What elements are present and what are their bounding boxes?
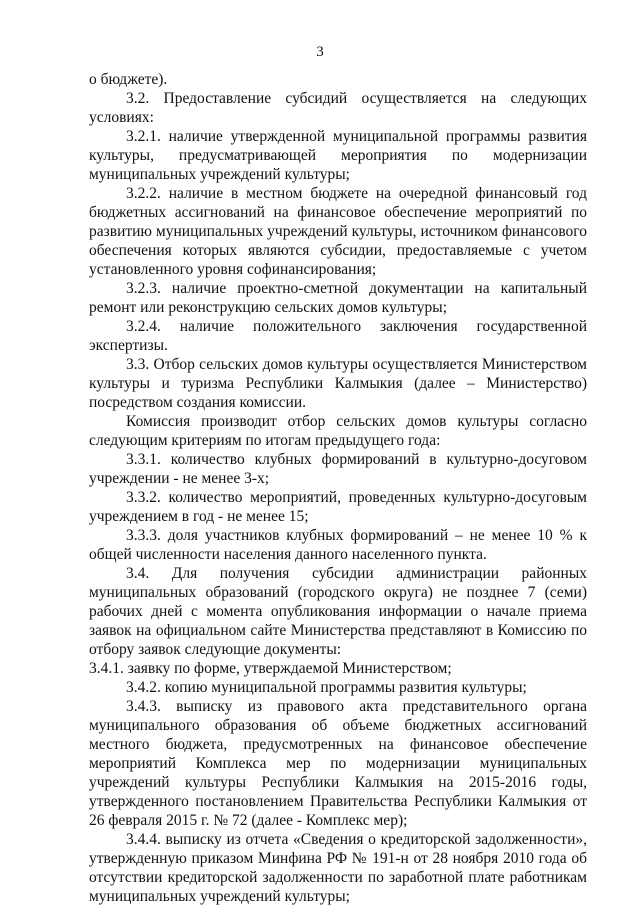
paragraph: 3.2.4. наличие положительного заключения государственной экспертизы. bbox=[89, 318, 587, 354]
body-text bbox=[89, 70, 587, 906]
paragraph: 3.3.3. доля участников клубных формирований – не менее 10 % к общей численности населения данного населенного пункта. bbox=[89, 527, 587, 563]
paragraph: 3.2.1. наличие утвержденной муниципальной программы развития культуры, предусматривающей мероприятия по модернизации муниципальных учреждений культуры; bbox=[89, 128, 587, 183]
paragraph: 3.2.3. наличие проектно-сметной документации на капитальный ремонт или реконструкцию сельских домов культуры; bbox=[89, 280, 587, 316]
paragraph: 3.2.2. наличие в местном бюджете на очередной финансовый год бюджетных ассигнований на финансовое обеспечение мероприятий по развитию муниципальных учреждений культуры, источником финансового обеспечения которых являются субсидии, предоставляемые с учетом установленного уровня софинансирования; bbox=[89, 185, 587, 278]
page-number: 3 bbox=[316, 44, 324, 60]
paragraph: 3.3.1. количество клубных формирований в культурно-досуговом учреждении - не менее 3-х; bbox=[89, 451, 587, 487]
paragraph: о бюджете). bbox=[89, 71, 168, 88]
paragraph: 3.2. Предоставление субсидий осуществляется на следующих условиях: bbox=[89, 90, 587, 126]
paragraph: 3.4.2. копию муниципальной программы развития культуры; bbox=[126, 679, 527, 696]
paragraph: Комиссия производит отбор сельских домов культуры согласно следующим критериям по итогам предыдущего года: bbox=[89, 413, 587, 449]
paragraph: 3.3.2. количество мероприятий, проведенных культурно-досуговым учреждением в год - не менее 15; bbox=[89, 489, 587, 525]
paragraph: 3.3. Отбор сельских домов культуры осуществляется Министерством культуры и туризма Республики Калмыкия (далее – Министерство) посредством создания комиссии. bbox=[89, 356, 587, 411]
paragraph: 3.4.4. выписку из отчета «Сведения о кредиторской задолженности», утвержденную приказом Минфина РФ № 191-н от 28 ноября 2010 года об отсутствии кредиторской задолженности по заработной плате работникам муниципальных учреждений культуры; bbox=[89, 831, 587, 905]
paragraph: 3.4.1. заявку по форме, утверждаемой Министерством; bbox=[89, 660, 452, 677]
paragraph: 3.4. Для получения субсидии администрации районных муниципальных образований (городского округа) не позднее 7 (семи) рабочих дней с момента опубликования информации о начале приема заявок на официальном сайте Министерства представляют в Комиссию по отбору заявок следующие документы: bbox=[89, 565, 587, 658]
paragraph: 3.4.3. выписку из правового акта представительного органа муниципального образования об объеме бюджетных ассигнований местного бюджета, предусмотренных на финансовое обеспечение мероприятий Комплекса мер по модернизации муниципальных учреждений культуры Республики Калмыкия на 2015-2016 годы, утвержденного постановлением Правительства Республики Калмыкия от 26 февраля 2015 г. № 72 (далее - Комплекс мер); bbox=[89, 698, 587, 829]
